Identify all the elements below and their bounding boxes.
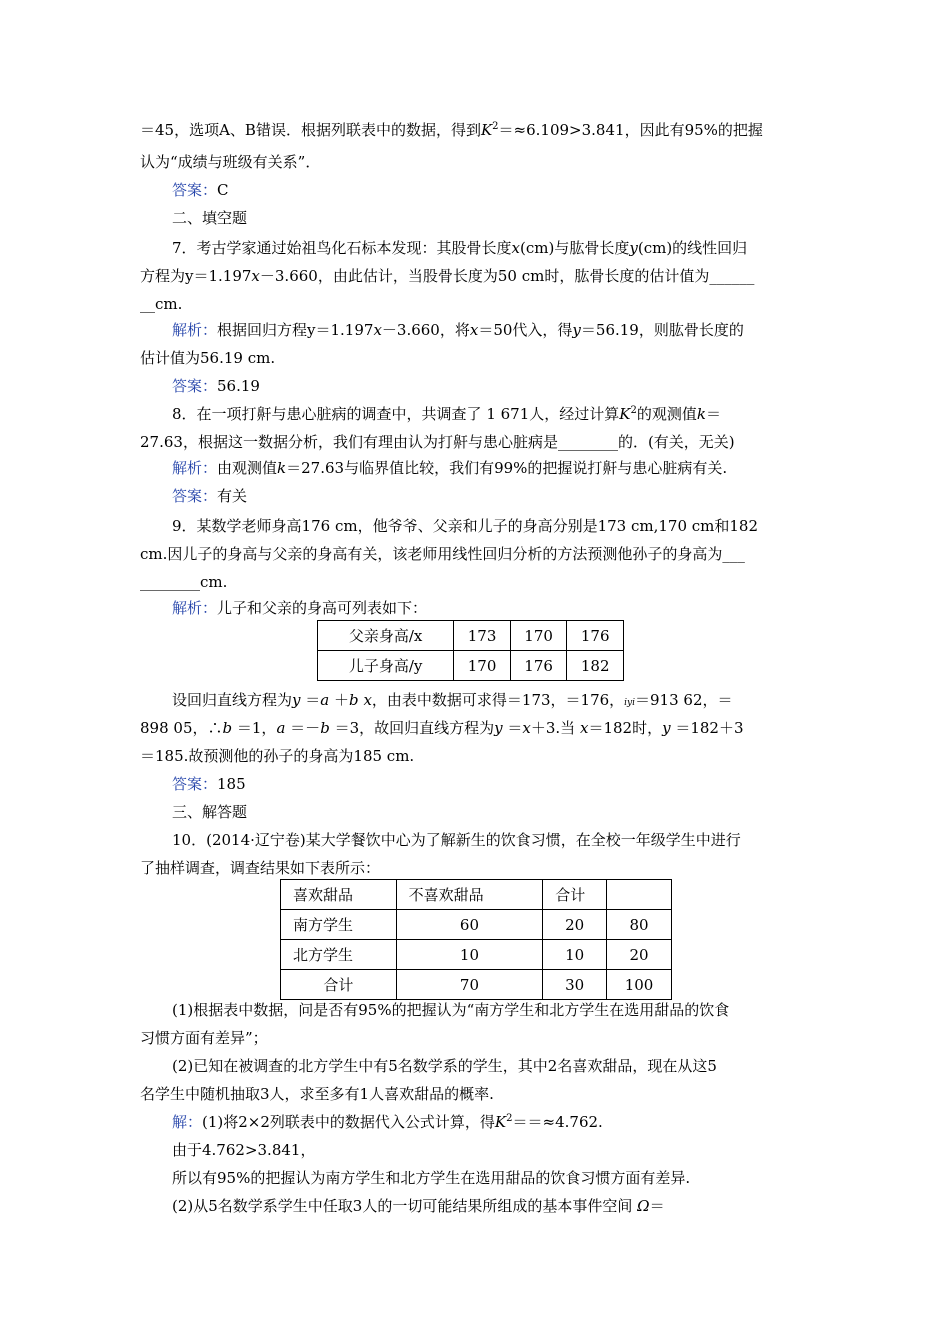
- table-cell: 20: [607, 940, 672, 970]
- answer-line: 答案：185: [172, 775, 246, 793]
- text-line: 方程为y＝1.197x－3.660，由此估计，当股骨长度为50 cm时，肱骨长度的估计值为______: [140, 267, 755, 285]
- table-cell: 儿子身高/y: [318, 651, 454, 681]
- solution-line: 解析：儿子和父亲的身高可列表如下：: [172, 599, 428, 617]
- text-line: ＝45，选项A、B错误．根据列联表中的数据，得到$K^2=\approx 6.109>3.841$，因此有95%的把握: [140, 121, 763, 139]
- text-line: 估计值为56.19 cm.: [140, 349, 276, 367]
- table-cell: 60: [396, 910, 543, 940]
- text-line: cm.因儿子的身高与父亲的身高有关，该老师用线性回归分析的方法预测他孙子的身高为___: [140, 545, 745, 563]
- table-cell: 173: [454, 621, 511, 651]
- table-row: [281, 910, 672, 940]
- text-line: 习惯方面有差异”；: [140, 1029, 268, 1047]
- table-cell: 182: [567, 651, 624, 681]
- table-cell: 100: [607, 970, 672, 1000]
- table-row: [281, 940, 672, 970]
- answer-line: 答案：56.19: [172, 377, 260, 395]
- table-cell: 10: [543, 940, 607, 970]
- question-7: 7．考古学家通过始祖鸟化石标本发现：其股骨长度x(cm)与肱骨长度y(cm)的线性回归: [172, 239, 748, 257]
- table-cell: 20: [543, 910, 607, 940]
- table-cell: 170: [454, 651, 511, 681]
- answer-label: 答案：: [172, 775, 218, 793]
- text-line: 名学生中随机抽取3人，求至多有1人喜欢甜品的概率.: [140, 1085, 494, 1103]
- text-line: (2)已知在被调查的北方学生中有5名数学系的学生，其中2名喜欢甜品，现在从这5: [172, 1057, 717, 1075]
- table-cell: 170: [510, 621, 567, 651]
- table-row: [281, 970, 672, 1000]
- solution-label: 解析：: [172, 459, 218, 477]
- text-line: (1)根据表中数据，问是否有95%的把握认为“南方学生和北方学生在选用甜品的饮食: [172, 1001, 730, 1019]
- table-cell: 合计: [281, 970, 397, 1000]
- table-cell: [607, 880, 672, 910]
- table-cell: 南方学生: [281, 910, 397, 940]
- table-cell: 10: [396, 940, 543, 970]
- text-line: 27.63，根据这一数据分析，我们有理由认为打鼾与患心脏病是________的．(有关，无关): [140, 433, 735, 451]
- text-line: (2)从5名数学系学生中任取3人的一切可能结果所组成的基本事件空间 Ω＝: [172, 1197, 665, 1215]
- table-row: [281, 880, 672, 910]
- question-8: 8．在一项打鼾与患心脏病的调查中，共调查了 1 671人，经过计算$K^2$的观测值k＝: [172, 405, 721, 423]
- table-row: [318, 651, 624, 681]
- text-line: 设回归直线方程为y ＝a ＋b x，由表中数据可求得＝173，＝176，iyi＝913 62，＝: [172, 691, 733, 709]
- table-cell: 不喜欢甜品: [396, 880, 543, 910]
- answer-line: 答案：有关: [172, 487, 248, 505]
- question-10: 10．(2014·辽宁卷)某大学餐饮中心为了解新生的饮食习惯，在全校一年级学生中进行: [172, 831, 741, 849]
- text-line: 898 05，∴b ＝1，a ＝－b ＝3，故回归直线方程为y ＝x＋3.当 x＝182时，y ＝182＋3: [140, 719, 744, 737]
- solution-label: 解析：: [172, 599, 218, 617]
- solution-line: 解：(1)将2×2列联表中的数据代入公式计算，得$K^2==\approx 4.762$.: [172, 1113, 603, 1131]
- table-cell: 176: [567, 621, 624, 651]
- table-cell: 176: [510, 651, 567, 681]
- answer-label: 答案：: [172, 377, 218, 395]
- text-line: ＝185.故预测他的孙子的身高为185 cm.: [140, 747, 415, 765]
- table-cell: 30: [543, 970, 607, 1000]
- table-cell: 喜欢甜品: [281, 880, 397, 910]
- solution-label: 解析：: [172, 321, 218, 339]
- table-cell: 80: [607, 910, 672, 940]
- section-heading: 二、填空题: [172, 209, 248, 227]
- solution-line: 解析：根据回归方程y＝1.197x－3.660，将x＝50代入，得y＝56.19，则肱骨长度的: [172, 321, 744, 339]
- text-line: 认为“成绩与班级有关系”．: [140, 153, 321, 171]
- table-cell: 合计: [543, 880, 607, 910]
- text-line: 了抽样调查，调查结果如下表所示：: [140, 859, 381, 877]
- table-row: [318, 621, 624, 651]
- table-cell: 父亲身高/x: [318, 621, 454, 651]
- text-line: __cm.: [140, 295, 183, 313]
- text-line: ________cm.: [140, 573, 228, 591]
- answer-label: 答案：: [172, 487, 218, 505]
- table-cell: 70: [396, 970, 543, 1000]
- table-cell: 北方学生: [281, 940, 397, 970]
- height-table: [317, 620, 624, 681]
- answer-label: 答案：: [172, 181, 218, 199]
- section-heading: 三、解答题: [172, 803, 248, 821]
- text-line: 所以有95%的把握认为南方学生和北方学生在选用甜品的饮食习惯方面有差异.: [172, 1169, 691, 1187]
- solution-label: 解：: [172, 1113, 203, 1131]
- text-line: 由于4.762>3.841，: [172, 1141, 316, 1159]
- answer-line: 答案：C: [172, 181, 229, 199]
- survey-table: [280, 879, 672, 1000]
- solution-line: 解析：由观测值k＝27.63与临界值比较，我们有99%的把握说打鼾与患心脏病有关.: [172, 459, 728, 477]
- question-9: 9．某数学老师身高176 cm，他爷爷、父亲和儿子的身高分别是173 cm,170 cm和182: [172, 517, 759, 535]
